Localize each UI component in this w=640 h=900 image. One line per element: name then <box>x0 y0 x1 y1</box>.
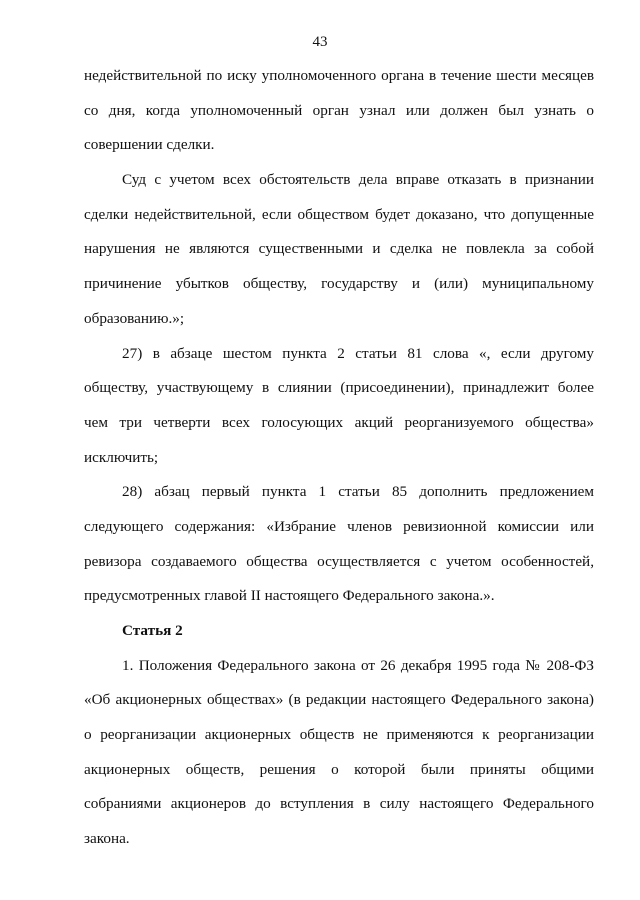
paragraph-line: ревизора создаваемого общества осуществляется с учетом особенностей, <box>84 552 594 570</box>
paragraph-line: Суд с учетом всех обстоятельств дела вправе отказать в признании <box>122 171 594 189</box>
paragraph-line: исключить; <box>84 448 159 466</box>
paragraph-line: предусмотренных главой II настоящего Федерального закона.». <box>84 587 495 605</box>
paragraph-line: нарушения не являются существенными и сделка не повлекла за собой <box>84 240 594 258</box>
paragraph-line: закона. <box>84 830 130 848</box>
article-heading: Статья 2 <box>122 622 183 639</box>
paragraph-line: недействительной по иску уполномоченного органа в течение шести месяцев <box>84 67 594 84</box>
paragraph-line: 27) в абзаце шестом пункта 2 статьи 81 слова «, если другому <box>122 344 594 362</box>
paragraph-line: чем три четверти всех голосующих акций реорганизуемого общества» <box>84 413 594 431</box>
paragraph-line: собраниями акционеров до вступления в силу настоящего Федерального <box>84 795 594 813</box>
paragraph-line: образованию.»; <box>84 309 185 327</box>
paragraph-line: «Об акционерных обществах» (в редакции настоящего Федерального закона) <box>84 691 594 709</box>
paragraph-line: 1. Положения Федерального закона от 26 декабря 1995 года № 208-ФЗ <box>122 656 594 674</box>
paragraph-line: со дня, когда уполномоченный орган узнал или должен был узнать о <box>84 101 594 119</box>
paragraph-line: совершении сделки. <box>84 136 215 154</box>
page-number: 43 <box>312 34 328 50</box>
paragraph-line: сделки недействительной, если обществом будет доказано, что допущенные <box>84 205 594 223</box>
paragraph-line: следующего содержания: «Избрание членов ревизионной комиссии или <box>84 517 594 535</box>
paragraph-line: причинение убытков обществу, государству и (или) муниципальному <box>84 275 594 293</box>
paragraph-line: обществу, участвующему в слиянии (присоединении), принадлежит более <box>84 379 594 397</box>
document-body <box>84 59 594 857</box>
paragraph-line: акционерных обществ, решения о которой были приняты общими <box>84 760 594 778</box>
paragraph-line: о реорганизации акционерных обществ не применяются к реорганизации <box>84 726 594 744</box>
paragraph-line: 28) абзац первый пункта 1 статьи 85 дополнить предложением <box>122 483 594 501</box>
